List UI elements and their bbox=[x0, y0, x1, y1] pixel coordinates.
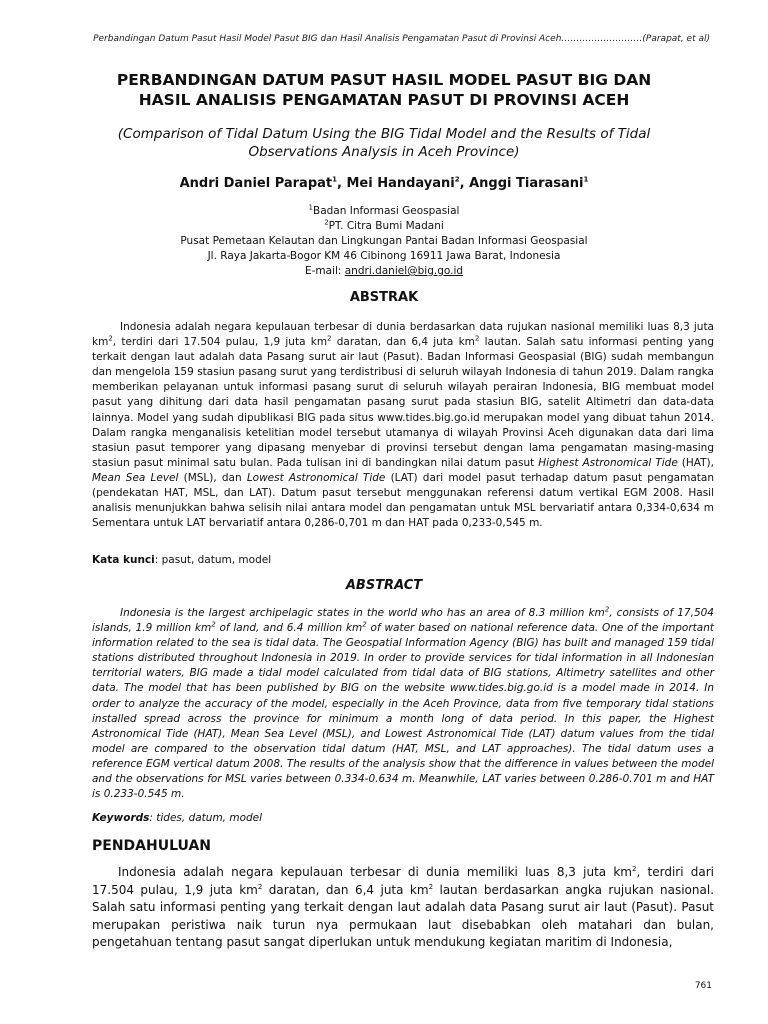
superscript: 2 bbox=[474, 334, 480, 343]
affiliation-1-text: Badan Informasi Geospasial bbox=[313, 205, 460, 217]
abstrak-text: (LAT) dari model pasut terhadap datum pasut pengamatan (pendekatan HAT, MSL, dan LAT). Datum pasut tersebut menggunakan referensi datum vertikal EGM 2008. Hasil analisis menunjukkan bahwa selisih nilai antara model dan pengamatan untuk MSL bervariatif antara 0,334-0,634 m Sementara untuk LAT bervariatif antara 0,286-0,701 m dan HAT pada 0,233-0,545 m. bbox=[92, 471, 714, 530]
title-line-2: HASIL ANALISIS PENGAMATAN PASUT DI PROVINSI ACEH bbox=[138, 91, 630, 109]
abstrak-text: daratan, dan 6,4 juta km bbox=[331, 336, 475, 349]
body-text: Indonesia adalah negara kepulauan terbesar di dunia memiliki luas 8,3 juta km bbox=[118, 865, 633, 879]
superscript: 2 bbox=[327, 334, 332, 343]
affiliation-1 bbox=[60, 204, 708, 219]
author-1: Andri Daniel Parapat bbox=[179, 176, 333, 191]
superscript: 2 bbox=[257, 882, 263, 891]
abstract-text: , consists of 17,504 islands, 1.9 million km bbox=[92, 607, 714, 635]
abstract-text: of water based on national reference data. One of the important information related to the sea is tidal data. The Geospatial Information Agency (BIG) has built and managed 159 tidal stations distributed throughout Indonesia in 2019. In order to provide services for tidal information in all Indonesian territorial waters, BIG made a tidal model calculated from tidal data of BIG stations, Altimetry satellites and other data. The model that has been published by BIG on the website www.tides.big.go.id is a model made in 2014. In order to analyze the accuracy of the model, especially in the Aceh Province, data from five temporary tidal stations installed spread across the province for minimum a month long of data period. In this paper, the Highest Astronomical Tide (HAT), Mean Sea Level (MSL), and Lowest Astronomical Tide (LAT) datum values from the tidal model are compared to the observation tidal datum (HAT, MSL, and LAT approaches). The tidal datum uses a reference EGM vertical datum 2008. The results of the analysis show that the difference in values between the model and the observations for MSL varies between 0.334-0.634 m. Meanwhile, LAT varies between 0.286-0.701 m and HAT is 0.233-0.545 m. bbox=[92, 622, 714, 801]
author-2: Mei Handayani bbox=[346, 176, 455, 191]
kata-kunci bbox=[92, 554, 271, 566]
abstrak-heading: ABSTRAK bbox=[349, 290, 419, 305]
kata-kunci-label: Kata kunci bbox=[92, 554, 155, 566]
superscript: 2 bbox=[362, 620, 367, 629]
abstrak-text: (HAT), bbox=[677, 456, 714, 469]
body-text: daratan, dan 6,4 juta km bbox=[262, 882, 429, 897]
term-hat: Highest Astronomical Tide bbox=[538, 456, 678, 469]
body-text: , terdiri dari 17.504 pulau, 1,9 juta km bbox=[92, 865, 715, 897]
term-msl: Mean Sea Level bbox=[92, 471, 179, 484]
page-number: 761 bbox=[694, 981, 712, 991]
contact-email bbox=[60, 264, 708, 279]
abstrak-paragraph bbox=[92, 320, 714, 531]
subtitle-line-2: Observations Analysis in Aceh Province) bbox=[248, 144, 520, 160]
affiliation-1-mark: 1 bbox=[308, 203, 313, 212]
term-lat: Lowest Astronomical Tide bbox=[246, 471, 386, 484]
abstrak-text: (MSL), dan bbox=[178, 471, 247, 484]
pendahuluan-heading: PENDAHULUAN bbox=[92, 838, 211, 854]
abstrak-text: , terdiri dari 17.504 pulau, 1,9 juta km bbox=[112, 336, 328, 349]
superscript: 2 bbox=[211, 620, 216, 629]
paper-title bbox=[60, 70, 708, 110]
author-3: Anggi Tiarasani bbox=[469, 176, 584, 191]
affiliation-2 bbox=[60, 219, 708, 234]
pendahuluan-paragraph bbox=[92, 864, 714, 952]
author-list bbox=[60, 176, 708, 191]
affiliation-2-text: PT. Citra Bumi Madani bbox=[328, 220, 444, 232]
kata-kunci-value: : pasut, datum, model bbox=[154, 554, 272, 566]
abstract-heading: ABSTRACT bbox=[345, 578, 423, 593]
abstract-text: Indonesia is the largest archipelagic states in the world who has an area of 8.3 million km bbox=[120, 607, 605, 619]
abstract-paragraph bbox=[92, 606, 714, 802]
superscript: 2 bbox=[428, 882, 434, 891]
superscript: 2 bbox=[604, 605, 610, 614]
keywords-value: : tides, datum, model bbox=[149, 812, 263, 824]
author-separator: , bbox=[459, 176, 470, 191]
affiliation-2-mark: 2 bbox=[324, 218, 329, 227]
abstrak-text: Indonesia adalah negara kepulauan terbesar di dunia berdasarkan data rujukan nasional memiliki luas 8,3 juta km bbox=[92, 321, 714, 349]
affiliation-unit: Pusat Pemetaan Kelautan dan Lingkungan Pantai Badan Informasi Geospasial bbox=[180, 235, 588, 247]
email-link[interactable]: andri.daniel@big.go.id bbox=[344, 265, 464, 277]
affiliations bbox=[60, 204, 708, 279]
superscript: 2 bbox=[108, 334, 113, 343]
superscript: 2 bbox=[632, 865, 637, 873]
author-1-affil-mark: 1 bbox=[332, 175, 337, 184]
author-separator: , bbox=[337, 176, 347, 191]
author-2-affil-mark: 2 bbox=[454, 175, 460, 184]
abstract-text: of land, and 6.4 million km bbox=[215, 622, 363, 635]
keywords-label: Keywords bbox=[92, 812, 150, 824]
body-text: lautan berdasarkan angka rujukan nasional. Salah satu informasi penting yang terkait dengan laut adalah data Pasang surut air laut (Pasut). Pasut merupakan peristiwa naik turun nya permukaan laut disebabkan oleh matahari dan bulan, pengetahuan tentang pasut sangat diperlukan untuk mendukung kegiatan maritim di Indonesia, bbox=[92, 882, 715, 949]
author-3-affil-mark: 1 bbox=[583, 175, 589, 184]
email-label: E-mail: bbox=[304, 265, 345, 277]
abstrak-text: lautan. Salah satu informasi penting yang terkait dengan laut adalah data Pasang surut air laut (Pasut). Badan Informasi Geospasial (BIG) sudah membangun dan mengelola 159 stasiun pasang surut yang terdistribusi di seluruh wilayah Indonesia di tahun 2019. Dalam rangka memberikan pelayanan untuk informasi pasang surut di seluruh wilayah perairan Indonesia, BIG membuat model pasut yang dihitung dari data hasil pengamatan pasang surut pada stasiun BIG, satelit Altimetri dan data-data lainnya. Model yang sudah dipublikasi BIG pada situs www.tides.big.go.id merupakan model yang dibuat tahun 2014. Dalam rangka menganalisis ketelitian model tersebut utamanya di wilayah Provinsi Aceh digunakan data dari lima stasiun pasut temporer yang dipasang menyebar di provinsi tersebut dengan lama pengamatan masing-masing stasiun pasut minimal satu bulan. Pada tulisan ini di bandingkan nilai datum pasut bbox=[92, 336, 714, 469]
running-header: Perbandingan Datum Pasut Hasil Model Pasut BIG dan Hasil Analisis Pengamatan Pasut di Provinsi Aceh………………………(Parapat, et al) bbox=[93, 34, 710, 44]
title-line-1: PERBANDINGAN DATUM PASUT HASIL MODEL PASUT BIG DAN bbox=[116, 71, 652, 89]
keywords bbox=[92, 812, 262, 824]
paper-subtitle bbox=[60, 125, 708, 161]
subtitle-line-1: (Comparison of Tidal Datum Using the BIG Tidal Model and the Results of Tidal bbox=[117, 126, 651, 142]
affiliation-address: Jl. Raya Jakarta-Bogor KM 46 Cibinong 16911 Jawa Barat, Indonesia bbox=[207, 250, 561, 262]
